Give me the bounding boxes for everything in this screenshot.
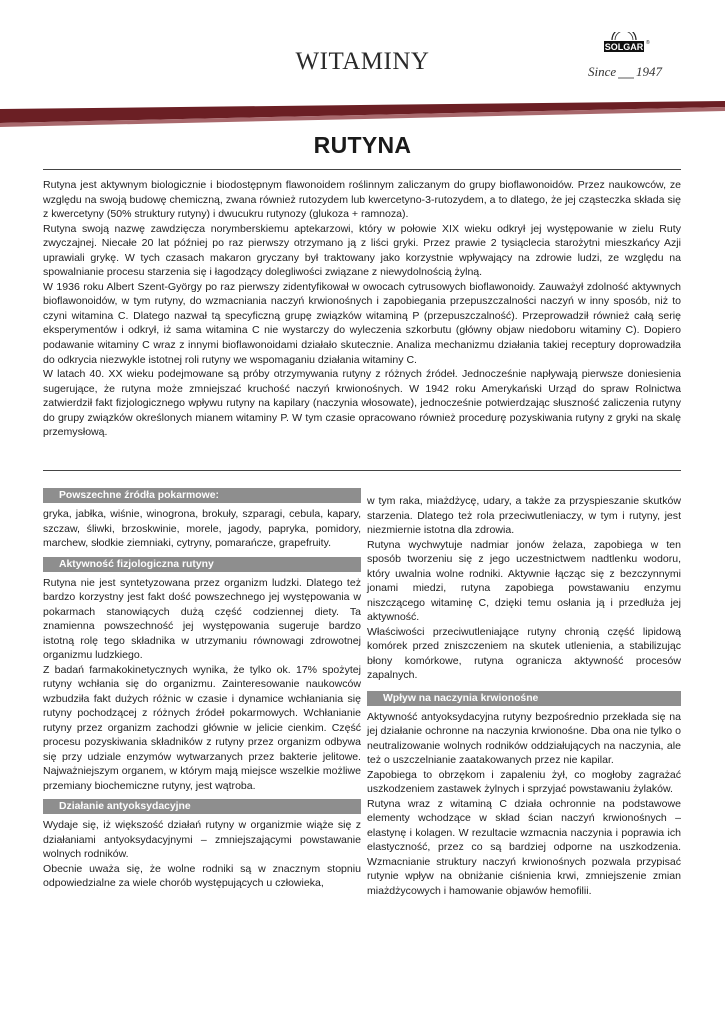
- intro-paragraph: Rutyna swoją nazwę zawdzięcza norymberskiemu aptekarzowi, który w połowie XIX wieku odkrył jej występowanie w zielu Ruty zwyczajnej. Niecałe 20 lat później po raz pierwszy otrzymano ją z liści gryki. Przez prawie 2 tysiąclecia starożytni mieszkańcy Azji uprawiali grykę. W tych czasach makaron gryczany był traktowany jako korzystnie wpływający na zdrowie ludzi, ze względu na spowalnianie procesu starzenia się i łagodzący dolegliwości związane z niewydolnością żylną.: [43, 222, 681, 279]
- vessels-paragraph: Zapobiega to obrzękom i zapaleniu żył, co mogłoby zagrażać uszkodzeniem zastawek żylnych i sprzyjać powstawaniu żylaków.: [367, 768, 681, 795]
- sources-paragraph: gryka, jabłka, wiśnie, winogrona, brokuły, szparagi, cebula, kapary, szczaw, śliwki, brzoskwinie, morele, jagody, papryka, pomidory, marchew, słodkie ziemniaki, cytryny, pomarańcze, grapefruity.: [43, 508, 361, 549]
- vessels-paragraph: Aktywność antyoksydacyjna rutyny bezpośrednio przekłada się na jej działanie ochronne na naczynia krwionośne. Dba ona nie tylko o neutralizowanie wolnych rodników oddziałujących na naczynia, ale też o uszczelnianie zaatakowanych przez nie kapilar.: [367, 710, 681, 766]
- title-divider: [43, 169, 681, 170]
- intro-divider: [43, 470, 681, 471]
- intro-text: [43, 178, 681, 440]
- section-heading-vessels: Wpływ na naczynia krwionośne: [367, 691, 681, 706]
- intro-paragraph: Rutyna jest aktywnym biologicznie i biodostępnym flawonoidem roślinnym zaliczanym do grupy bioflawonoidów. Przez naukowców, ze względu na swoją budowę chemiczną, zwana również rutozydem lub kwercetyno-3-rutozydem, a to dlatego, że jej cząsteczka składa się z kwercetyny (50% struktury rutyny) i dwucukru rutynozy (glukoza + ramnoza).: [43, 179, 681, 221]
- section-heading-sources: Powszechne źródła pokarmowe:: [43, 488, 361, 503]
- intro-paragraph: W latach 40. XX wieku podejmowane są próby otrzymywania rutyny z różnych źródeł. Jednocześnie napływają pierwsze doniesienia sugerujące, że rutyna może zmniejszać kruchość naczyń krwionośnych. W 1942 roku Amerykański Urząd do spraw Rolnictwa zatwierdził fakt fizjologicznego wpływu rutyny na kapilary (naczynia włosowate), jednocześnie potwierdzając słuszność zaliczenia rutyny do grupy związków określonych mianem witaminy P. W tym czasie opracowano również procedurę pozyskiwania rutyny z gryki na skalę przemysłową.: [43, 368, 681, 439]
- antioxidant-paragraph: Obecnie uważa się, że wolne rodniki są w znacznym stopniu odpowiedzialne za wiele chorób występujących u człowieka,: [43, 862, 361, 889]
- antioxidant-paragraph: Właściwości przeciwutleniające rutyny chronią część lipidową komórek przed zniszczeniem na skutek utlenienia, a stabilizując błony komórkowe, rutyna ogranicza aktywność procesów zapalnych.: [367, 625, 681, 681]
- section-heading-physiology: Aktywność fizjologiczna rutyny: [43, 557, 361, 572]
- antioxidant-paragraph: w tym raka, miażdżycę, udary, a także za przyspieszanie skutków starzenia. Dlatego też rola przeciwutleniaczy, w tym i rutyny, jest niezmiernie istotna dla zdrowia.: [367, 495, 681, 536]
- antioxidant-paragraph: Wydaje się, iż większość działań rutyny w organizmie wiąże się z działaniami antyoksydacyjnymi – zmniejszającymi powstawanie wolnych rodników.: [43, 819, 361, 860]
- header-band: [0, 97, 725, 127]
- antioxidant-paragraph: Rutyna wychwytuje nadmiar jonów żelaza, zapobiega w ten sposób tworzeniu się z jego uczestnictwem nadtlenku wodoru, który uwalnia wolne rodniki. Aktywnie łącząc się z bezczynnymi jonami miedzi, rutyna zapobiega powstawaniu enzymu niszczącego witaminę C, dzięki temu osłania ją i przedłuża jej aktywność.: [367, 538, 681, 623]
- logo-year: 1947: [636, 64, 662, 79]
- header-title: WITAMINY: [295, 48, 430, 75]
- right-column: [367, 494, 681, 898]
- solgar-logo: [582, 32, 682, 84]
- page-title: RUTYNA: [313, 132, 412, 158]
- section-heading-antioxidant: Działanie antyoksydacyjne: [43, 799, 361, 814]
- vessels-paragraph: Rutyna wraz z witaminą C działa ochronnie na podstawowe elementy wchodzące w skład ścian naczyń krwionośnych – elastynę i kolagen. W rezultacie wzmacnia naczynia i poprawia ich elastyczność, przez co są bardziej odporne na uszkodzenia. Wzmacnianie struktury naczyń krwionośnych pozwala przypisać rutynie wpływ na obniżanie ciśnienia krwi, zmniejszenie zmian miażdżycowych i hamowanie objawów hemofilii.: [367, 797, 681, 897]
- logo-since: Since: [588, 64, 617, 79]
- physiology-paragraph: Z badań farmakokinetycznych wynika, że tylko ok. 17% spożytej rutyny wchłania się do organizmu. Zainteresowanie naukowców wzbudziła fakt dużych różnic w czasie i dynamice wchłaniania się rutyny pochodzącej z różnych źródeł pokarmowych. Wchłanianie rutyny przez organizm zachodzi głównie w jelicie cienkim. Część procesu pozyskiwania składników z rutyny przez organizm odbywa się przy udziale enzymów wytwarzanych przez bakterie jelitowe. Najważniejszym organem, w którym mają miejsce wszelkie możliwe przemiany biochemiczne rutyny, jest wątroba.: [43, 663, 361, 792]
- logo-brand: SOLGAR: [604, 42, 644, 52]
- left-column: [43, 488, 361, 891]
- physiology-paragraph: Rutyna nie jest syntetyzowana przez organizm ludzki. Dlatego też bardzo korzystny jest fakt dość powszechnego jej występowania w pokarmach stanowiących dużą część codziennej diety. Ta znamienna powszechność jej występowania sugeruje bardzo istotną rolę tego składnika w utrzymaniu równowagi zdrowotnej organizmu ludzkiego.: [43, 576, 361, 661]
- intro-paragraph: W 1936 roku Albert Szent-György po raz pierwszy zidentyfikował w owocach cytrusowych bioflawonoidy. Zauważył zdolność aktywnych bioflawonoidów, w tym rutyny, do wzmacniania naczyń krwionośnych i zapobiegania przepuszczalności naczyń w inny sposób, niż to czyni witamina C. Dlatego nazwał tą specyficzną grupę związków witaminą P (przepuszczalność). Przeprowadził również całą serię eksperymentów i odkrył, iż sama witamina C nie wystarczy do wyleczenia szkorbutu (główny objaw niedoboru witaminy C). Dopiero podawanie witaminy C wraz z innymi bioflawonoidami działało skutecznie. Analiza mechanizmu działania takiej receptury doprowadziła do odkrycia niezwykle istotnej roli rutyny we wspomaganiu działania witaminy C.: [43, 280, 681, 366]
- logo-registered: ®: [646, 40, 650, 46]
